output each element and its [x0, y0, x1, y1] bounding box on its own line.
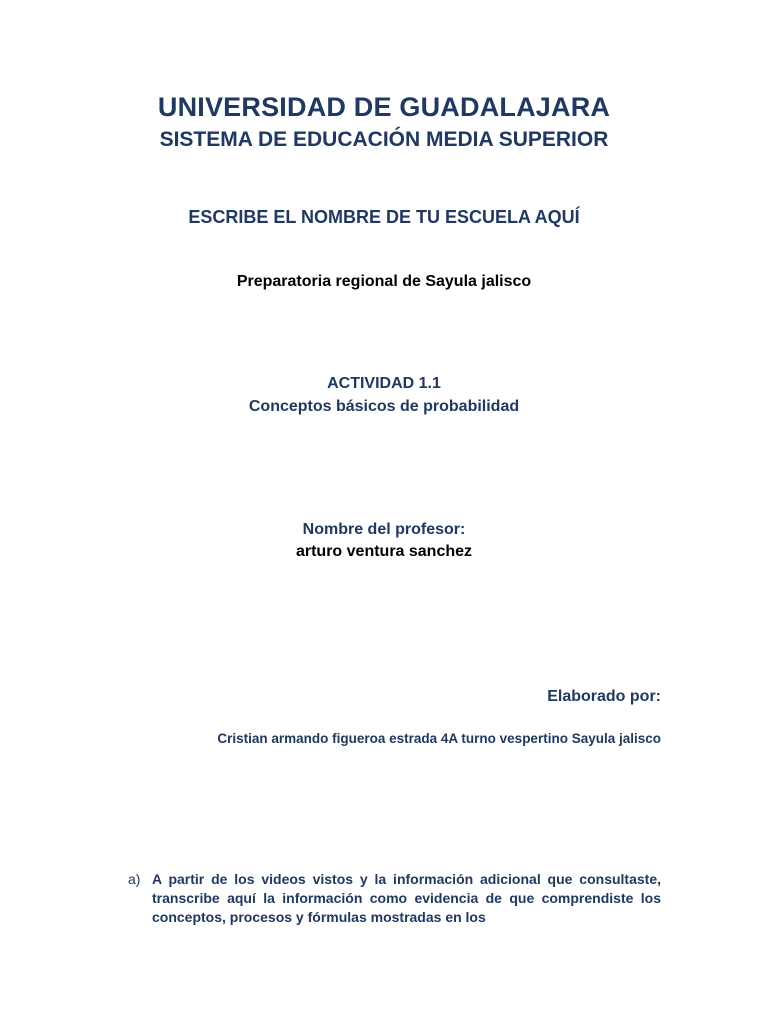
teacher-label: Nombre del profesor:: [302, 521, 466, 538]
author-name: Cristian armando figueroa estrada 4A turno vespertino Sayula jalisco: [217, 731, 661, 746]
school-name: Preparatoria regional de Sayula jalisco: [236, 273, 532, 290]
activity-label: ACTIVIDAD 1.1: [327, 375, 441, 392]
question-marker: a): [128, 871, 141, 887]
question-text: A partir de los videos vistos y la información adicional que consultaste, transcribe aquí la información como evidencia de que comprendiste los conceptos, procesos y fórmulas mostradas en los: [152, 871, 661, 925]
author-label: Elaborado por:: [547, 688, 661, 705]
question-item: [128, 870, 661, 927]
system-subtitle: SISTEMA DE EDUCACIÓN MEDIA SUPERIOR: [159, 128, 609, 151]
teacher-name: arturo ventura sanchez: [295, 543, 473, 560]
university-title: UNIVERSIDAD DE GUADALAJARA: [157, 92, 611, 122]
school-heading: ESCRIBE EL NOMBRE DE TU ESCUELA AQUÍ: [188, 207, 580, 227]
activity-topic: Conceptos básicos de probabilidad: [248, 398, 520, 415]
